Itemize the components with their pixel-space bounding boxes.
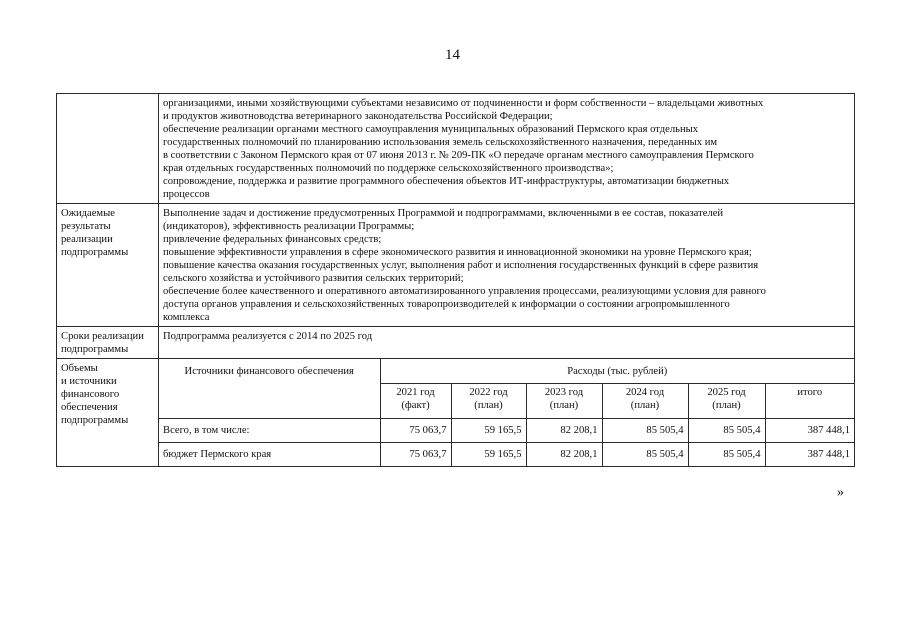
value-cell: 82 208,1	[526, 443, 602, 467]
value-cell: 85 505,4	[602, 443, 688, 467]
label-line: реализации	[61, 234, 113, 245]
year-label: 2023 год	[544, 387, 584, 398]
label-line: результаты	[61, 221, 111, 232]
label-line: Ожидаемые	[61, 208, 115, 219]
year-label: 2025 год	[707, 387, 746, 398]
tasks-text	[159, 94, 855, 204]
text-line: в соответствии с Законом Пермского края от 07 июня 2013 г. № 209-ПК «О передаче органам местного самоуправления Пермского	[163, 150, 754, 161]
row-label-empty	[57, 94, 159, 204]
page-number: 14	[445, 47, 460, 63]
text-line: и продуктов животноводства ветеринарного законодательства Российской Федерации;	[163, 111, 553, 122]
total-header: итого	[765, 384, 854, 419]
table-row-funding	[57, 359, 855, 467]
label-line: финансового	[61, 389, 120, 400]
funding-header-row	[159, 359, 854, 384]
year-label: 2022 год	[469, 387, 508, 398]
closing-quote: »	[837, 485, 844, 500]
year-header	[526, 384, 602, 419]
year-kind: (план)	[549, 400, 579, 411]
row-label-funding	[57, 359, 159, 467]
row-label-expected-results	[57, 204, 159, 327]
subprogram-passport-table	[56, 93, 855, 467]
text-line: обеспечение более качественного и оперативного автоматизированного управления процессами, реализующими условия для равного	[163, 286, 766, 297]
funding-cell	[159, 359, 855, 467]
text-line: комплекса	[163, 312, 210, 323]
value-cell: 85 505,4	[688, 443, 765, 467]
text-line: сопровождение, поддержка и развитие программного обеспечения объектов ИТ-инфраструктуры, автоматизации бюджетных	[163, 176, 730, 187]
year-label: 2021 год	[396, 387, 435, 398]
year-label: 2024 год	[625, 387, 665, 398]
label-line: подпрограммы	[61, 344, 129, 355]
value-cell: 75 063,7	[380, 443, 451, 467]
year-kind: (план)	[474, 400, 503, 411]
text-line: сельского хозяйства и устойчивого развития сельских территорий;	[163, 273, 464, 284]
text-line: повышение качества оказания государственных услуг, выполнения работ и исполнения государственных функций в сфере развития	[163, 260, 759, 271]
value-cell: 59 165,5	[451, 419, 526, 443]
label-line: обеспечения	[61, 402, 118, 413]
source-cell: бюджет Пермского края	[159, 443, 380, 467]
text-line: процессов	[163, 189, 210, 200]
year-header	[602, 384, 688, 419]
text-line: организациями, иными хозяйствующими субъектами независимо от подчиненности и форм собственности – владельцами животных	[163, 98, 764, 109]
text-line: государственных полномочий по планированию использования земель сельскохозяйственного назначения, переданных им	[163, 137, 718, 148]
year-header	[688, 384, 765, 419]
expected-results-text	[159, 204, 855, 327]
source-cell: Всего, в том числе:	[159, 419, 380, 443]
year-kind: (план)	[630, 400, 660, 411]
text-line: повышение эффективности управления в сфере экономического развития и инновационной экономики на уровне Пермского края;	[163, 247, 752, 258]
text-line: края отдельных государственных полномочий по поддержке сельскохозяйственного производства»;	[163, 163, 614, 174]
text-line: привлечение федеральных финансовых средств;	[163, 234, 382, 245]
value-cell: 75 063,7	[380, 419, 451, 443]
year-header	[451, 384, 526, 419]
value-cell: 85 505,4	[602, 419, 688, 443]
year-kind: (план)	[712, 400, 741, 411]
label-line: Объемы	[61, 363, 98, 374]
timing-text: Подпрограмма реализуется с 2014 по 2025 год	[159, 327, 855, 359]
value-cell: 82 208,1	[526, 419, 602, 443]
row-label-timing	[57, 327, 159, 359]
funding-data-row	[159, 443, 854, 467]
text-line: (индикаторов), эффективность реализации Программы;	[163, 221, 415, 232]
label-line: подпрограммы	[61, 247, 129, 258]
text-line: Выполнение задач и достижение предусмотренных Программой и подпрограммами, включенными в ее состав, показателей	[163, 208, 724, 219]
sources-header: Источники финансового обеспечения	[159, 359, 380, 419]
year-header	[380, 384, 451, 419]
table-row-timing	[57, 327, 855, 359]
label-line: подпрограммы	[61, 415, 129, 426]
value-cell: 85 505,4	[688, 419, 765, 443]
value-cell: 387 448,1	[765, 419, 854, 443]
table-row-expected-results	[57, 204, 855, 327]
text-line: обеспечение реализации органами местного самоуправления муниципальных образований Пермского края отдельных	[163, 124, 699, 135]
expenses-header: Расходы (тыс. рублей)	[380, 359, 854, 384]
label-line: и источники	[61, 376, 117, 387]
value-cell: 387 448,1	[765, 443, 854, 467]
funding-data-row	[159, 419, 854, 443]
label-line: Сроки реализации	[61, 331, 144, 342]
funding-table	[159, 359, 854, 466]
year-kind: (факт)	[401, 400, 430, 411]
value-cell: 59 165,5	[451, 443, 526, 467]
text-line: доступа органов управления и сельскохозяйственных товаропроизводителей к информации о состоянии агропромышленного	[163, 299, 730, 310]
table-row-tasks-continued	[57, 94, 855, 204]
